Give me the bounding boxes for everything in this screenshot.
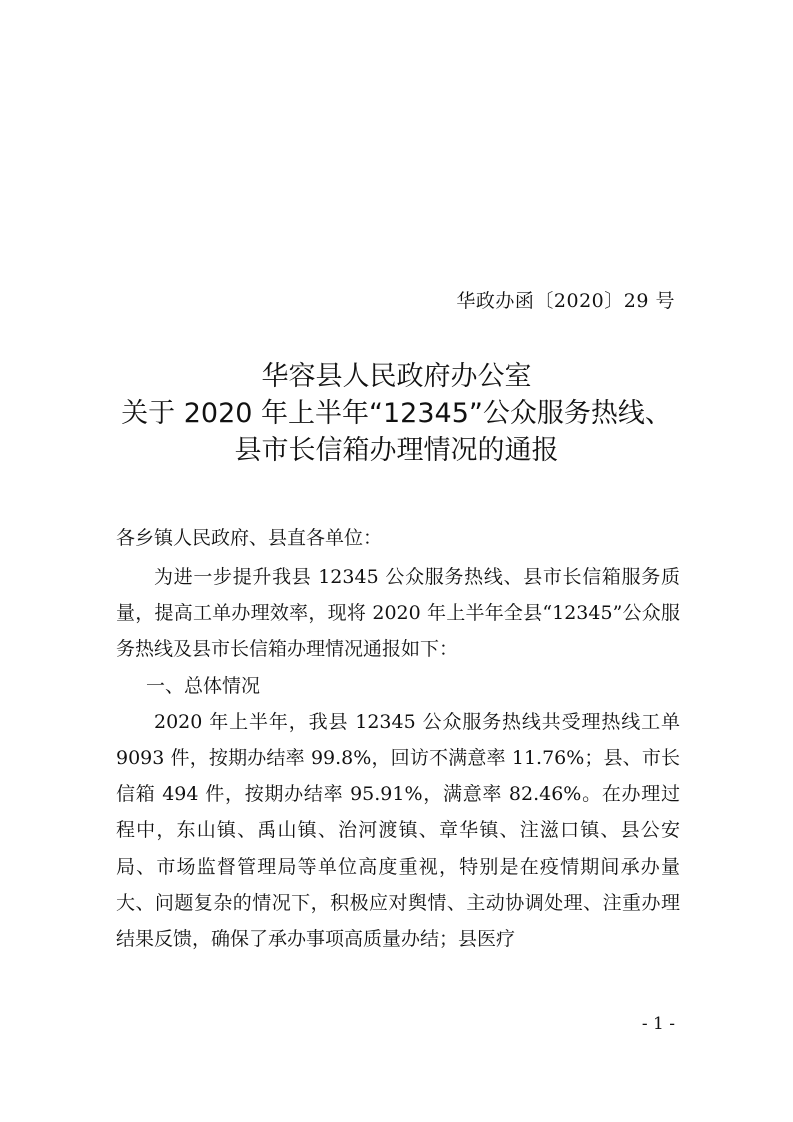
intro-paragraph: 为进一步提升我县 12345 公众服务热线、县市长信箱服务质量，提高工单办理效率，现将 2020 年上半年全县“12345”公众服务热线及县市长信箱办理情况通报如下： xyxy=(116,566,680,661)
section-paragraph: 2020 年上半年，我县 12345 公众服务热线共受理热线工单 9093 件，按期办结率 99.8%，回访不满意率 11.76%；县、市长信箱 494 件，按期办结率 95.91%，满意率 82.46%。在办理过程中，东山镇、禹山镇、治河渡镇、章华镇、注滋口镇、县公安局、市场监督管理局等单位高度重视，特别是在疫情期间承办量大、问题复杂的情况下，积极应对舆情、主动协调处理、注重办理结果反馈，确保了承办事项高质量办结；县医疗 xyxy=(116,710,680,951)
page-number: - 1 - xyxy=(641,1014,675,1034)
section-heading: 一、总体情况 xyxy=(146,674,261,697)
document-body xyxy=(116,559,680,957)
document-number: 华政办函〔2020〕29 号 xyxy=(456,290,675,312)
title-line-2: 关于 2020 年上半年“12345”公众服务热线、 xyxy=(121,398,672,429)
document-title xyxy=(0,358,793,469)
title-line-1: 华容县人民政府办公室 xyxy=(261,361,532,392)
title-line-3: 县市长信箱办理情况的通报 xyxy=(234,435,559,466)
addressee: 各乡镇人民政府、县直各单位： xyxy=(116,527,383,549)
